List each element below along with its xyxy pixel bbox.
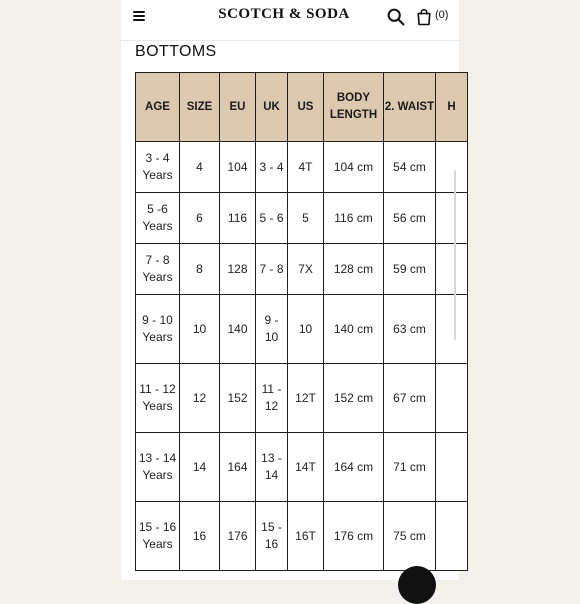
chat-bubble-icon[interactable] xyxy=(398,566,436,604)
us-cell: 16T xyxy=(288,502,324,571)
uk-cell: 11 - 12 xyxy=(256,364,288,433)
bottoms-size-table xyxy=(135,72,468,571)
header-us: US xyxy=(288,73,324,142)
waist-cell: 75 cm xyxy=(384,502,436,571)
eu-cell: 104 xyxy=(220,142,256,193)
uk-cell: 9 - 10 xyxy=(256,295,288,364)
us-cell: 12T xyxy=(288,364,324,433)
cart-count[interactable]: (0) xyxy=(435,9,449,21)
table-row xyxy=(136,502,468,571)
site-header xyxy=(121,0,459,41)
us-cell: 10 xyxy=(288,295,324,364)
size-chart-table xyxy=(135,72,456,580)
eu-cell: 140 xyxy=(220,295,256,364)
waist-cell: 67 cm xyxy=(384,364,436,433)
age-cell: 5 -6 Years xyxy=(136,193,180,244)
age-cell: 9 - 10 Years xyxy=(136,295,180,364)
table-row xyxy=(136,364,468,433)
uk-cell: 5 - 6 xyxy=(256,193,288,244)
body-length-cell: 176 cm xyxy=(324,502,384,571)
eu-cell: 116 xyxy=(220,193,256,244)
table-row xyxy=(136,433,468,502)
hamburger-menu-icon[interactable] xyxy=(133,10,145,22)
age-cell: 3 - 4 Years xyxy=(136,142,180,193)
next-column-cell xyxy=(436,502,468,571)
size-cell: 16 xyxy=(180,502,220,571)
waist-cell: 54 cm xyxy=(384,142,436,193)
eu-cell: 152 xyxy=(220,364,256,433)
eu-cell: 176 xyxy=(220,502,256,571)
waist-cell: 63 cm xyxy=(384,295,436,364)
uk-cell: 3 - 4 xyxy=(256,142,288,193)
header-next-column: H xyxy=(436,73,468,142)
next-column-cell xyxy=(436,433,468,502)
size-cell: 8 xyxy=(180,244,220,295)
header-body-length: BODY LENGTH xyxy=(324,73,384,142)
size-cell: 4 xyxy=(180,142,220,193)
body-length-cell: 104 cm xyxy=(324,142,384,193)
size-cell: 10 xyxy=(180,295,220,364)
search-icon[interactable] xyxy=(387,8,405,26)
age-cell: 11 - 12 Years xyxy=(136,364,180,433)
eu-cell: 128 xyxy=(220,244,256,295)
us-cell: 5 xyxy=(288,193,324,244)
size-cell: 6 xyxy=(180,193,220,244)
header-waist: 2. WAIST xyxy=(384,73,436,142)
waist-cell: 71 cm xyxy=(384,433,436,502)
uk-cell: 13 - 14 xyxy=(256,433,288,502)
next-column-cell xyxy=(436,244,468,295)
us-cell: 7X xyxy=(288,244,324,295)
age-cell: 7 - 8 Years xyxy=(136,244,180,295)
next-column-cell xyxy=(436,364,468,433)
section-title: BOTTOMS xyxy=(135,43,217,60)
table-header-row xyxy=(136,73,468,142)
table-row xyxy=(136,244,468,295)
table-row xyxy=(136,295,468,364)
shopping-bag-icon[interactable] xyxy=(416,8,432,26)
header-eu: EU xyxy=(220,73,256,142)
header-age: AGE xyxy=(136,73,180,142)
us-cell: 4T xyxy=(288,142,324,193)
uk-cell: 15 - 16 xyxy=(256,502,288,571)
header-uk: UK xyxy=(256,73,288,142)
size-cell: 14 xyxy=(180,433,220,502)
body-length-cell: 152 cm xyxy=(324,364,384,433)
uk-cell: 7 - 8 xyxy=(256,244,288,295)
body-length-cell: 116 cm xyxy=(324,193,384,244)
vertical-scrollbar[interactable] xyxy=(454,170,456,340)
body-length-cell: 164 cm xyxy=(324,433,384,502)
table-row xyxy=(136,193,468,244)
mobile-page xyxy=(121,0,459,580)
next-column-cell xyxy=(436,142,468,193)
us-cell: 14T xyxy=(288,433,324,502)
brand-logo[interactable]: SCOTCH & SODA xyxy=(218,6,350,22)
next-column-cell xyxy=(436,193,468,244)
table-row xyxy=(136,142,468,193)
eu-cell: 164 xyxy=(220,433,256,502)
body-length-cell: 140 cm xyxy=(324,295,384,364)
age-cell: 13 - 14 Years xyxy=(136,433,180,502)
waist-cell: 59 cm xyxy=(384,244,436,295)
next-column-cell xyxy=(436,295,468,364)
header-size: SIZE xyxy=(180,73,220,142)
age-cell: 15 - 16 Years xyxy=(136,502,180,571)
size-cell: 12 xyxy=(180,364,220,433)
body-length-cell: 128 cm xyxy=(324,244,384,295)
waist-cell: 56 cm xyxy=(384,193,436,244)
